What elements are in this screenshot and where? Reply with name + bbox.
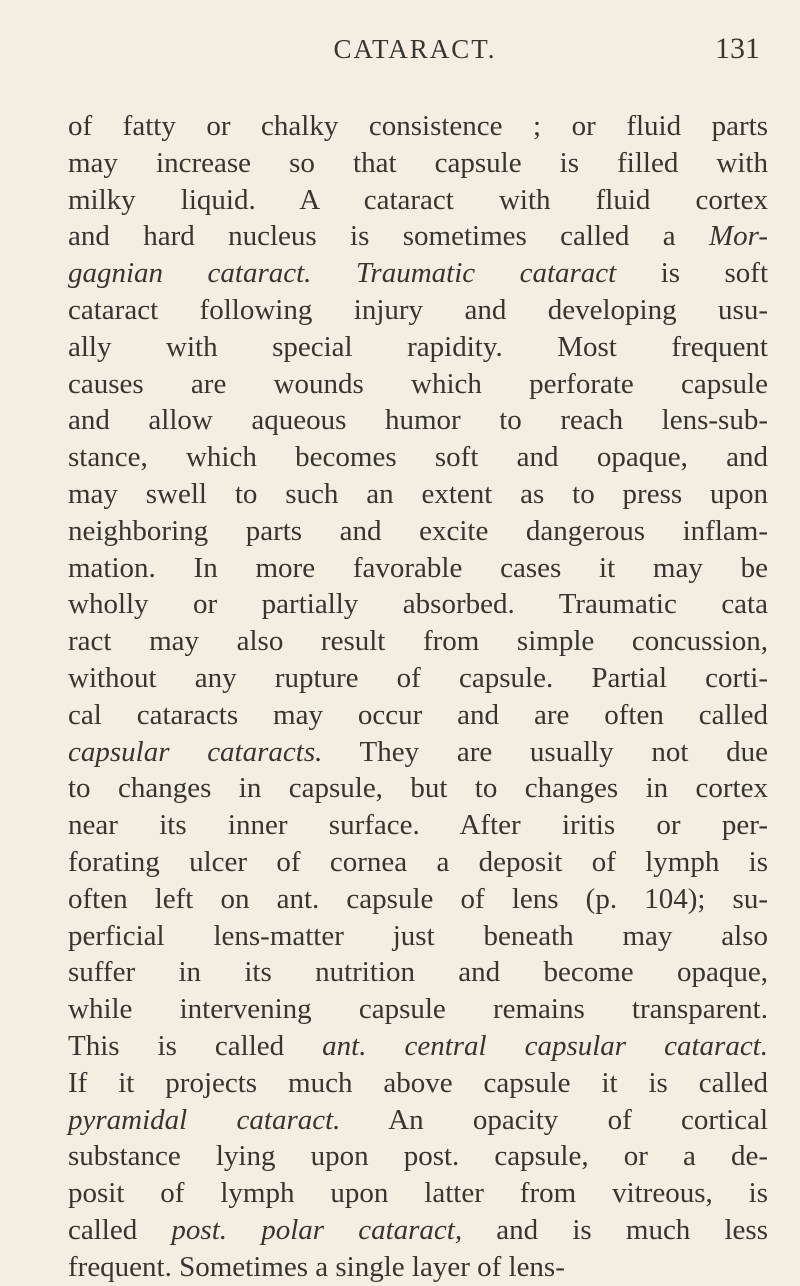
text-line [68, 108, 768, 145]
text-run: may increase so that capsule is filled with [68, 146, 768, 179]
text-run: while intervening capsule remains transparent. [68, 993, 768, 1026]
text-run: milky liquid. A cataract with fluid cortex [68, 183, 768, 216]
text-run: stance, which becomes soft and opaque, and [68, 441, 768, 474]
text-line [68, 1249, 768, 1286]
text-line [68, 1138, 768, 1175]
page-header [70, 34, 760, 74]
text-run: substance lying upon post. capsule, or a de- [68, 1140, 768, 1173]
text-line [68, 954, 768, 991]
text-run: called [68, 1213, 172, 1246]
text-run: neighboring parts and excite dangerous inflam- [68, 514, 768, 547]
text-run: perficial lens-matter just beneath may also [68, 919, 768, 952]
italic-term: capsular cataracts. [68, 735, 323, 768]
text-run: ract may also result from simple concussion, [68, 625, 768, 658]
text-line [68, 697, 768, 734]
body-text [68, 108, 768, 1286]
text-line [68, 550, 768, 587]
text-line [68, 1175, 768, 1212]
text-line [68, 402, 768, 439]
text-line [68, 734, 768, 771]
italic-term: pyramidal cataract. [68, 1103, 341, 1136]
text-line [68, 1102, 768, 1139]
running-head: CATARACT. [333, 34, 497, 64]
text-run: cal cataracts may occur and are often called [68, 698, 768, 731]
italic-term: Mor- [708, 220, 768, 253]
text-run: causes are wounds which perforate capsule [68, 367, 768, 400]
text-run: mation. In more favorable cases it may be [68, 551, 768, 584]
text-run: ally with special rapidity. Most frequent [68, 330, 768, 363]
text-run: frequent. Sometimes a single layer of lens- [68, 1250, 565, 1283]
text-run: An opacity of cortical [340, 1103, 769, 1136]
italic-term: gagnian cataract. Traumatic cataract [68, 257, 617, 290]
italic-term: post. polar cataract, [171, 1213, 463, 1246]
text-run: of fatty or chalky consistence ; or fluid parts [68, 110, 768, 142]
text-line [68, 439, 768, 476]
text-line [68, 586, 768, 623]
text-line [68, 1028, 768, 1065]
text-run: They are usually not due [322, 735, 768, 768]
text-line [68, 476, 768, 513]
text-run: This is called [68, 1029, 323, 1062]
text-run: and hard nucleus is sometimes called a [68, 220, 709, 253]
text-run: suffer in its nutrition and become opaque, [68, 956, 768, 989]
text-run: is soft [616, 257, 769, 290]
text-line [68, 991, 768, 1028]
text-line [68, 844, 768, 881]
text-line [68, 807, 768, 844]
text-line [68, 660, 768, 697]
text-line [68, 292, 768, 329]
text-line [68, 770, 768, 807]
text-line [68, 366, 768, 403]
text-line [68, 1212, 768, 1249]
text-line [68, 513, 768, 550]
page-number: 131 [715, 32, 760, 65]
text-run: often left on ant. capsule of lens (p. 104); su- [68, 882, 768, 915]
italic-term: ant. central capsular cataract. [322, 1029, 768, 1062]
text-run: If it projects much above capsule it is called [68, 1066, 768, 1099]
text-run: cataract following injury and developing usu- [68, 293, 768, 326]
text-run: without any rupture of capsule. Partial corti- [68, 661, 768, 694]
text-line [68, 255, 768, 292]
text-line [68, 218, 768, 255]
text-line [68, 329, 768, 366]
text-line [68, 918, 768, 955]
text-line [68, 145, 768, 182]
text-line [68, 182, 768, 219]
text-run: posit of lymph upon latter from vitreous, is [68, 1177, 768, 1210]
text-run: and is much less [462, 1213, 768, 1246]
text-run: forating ulcer of cornea a deposit of lymph is [68, 845, 768, 878]
text-line [68, 623, 768, 660]
text-run: may swell to such an extent as to press upon [68, 477, 768, 510]
text-run: wholly or partially absorbed. Traumatic cata [68, 588, 768, 621]
text-line [68, 881, 768, 918]
text-run: to changes in capsule, but to changes in cortex [68, 772, 768, 805]
text-run: and allow aqueous humor to reach lens-sub- [68, 404, 768, 437]
text-line [68, 1065, 768, 1102]
text-run: near its inner surface. After iritis or per- [68, 809, 768, 842]
